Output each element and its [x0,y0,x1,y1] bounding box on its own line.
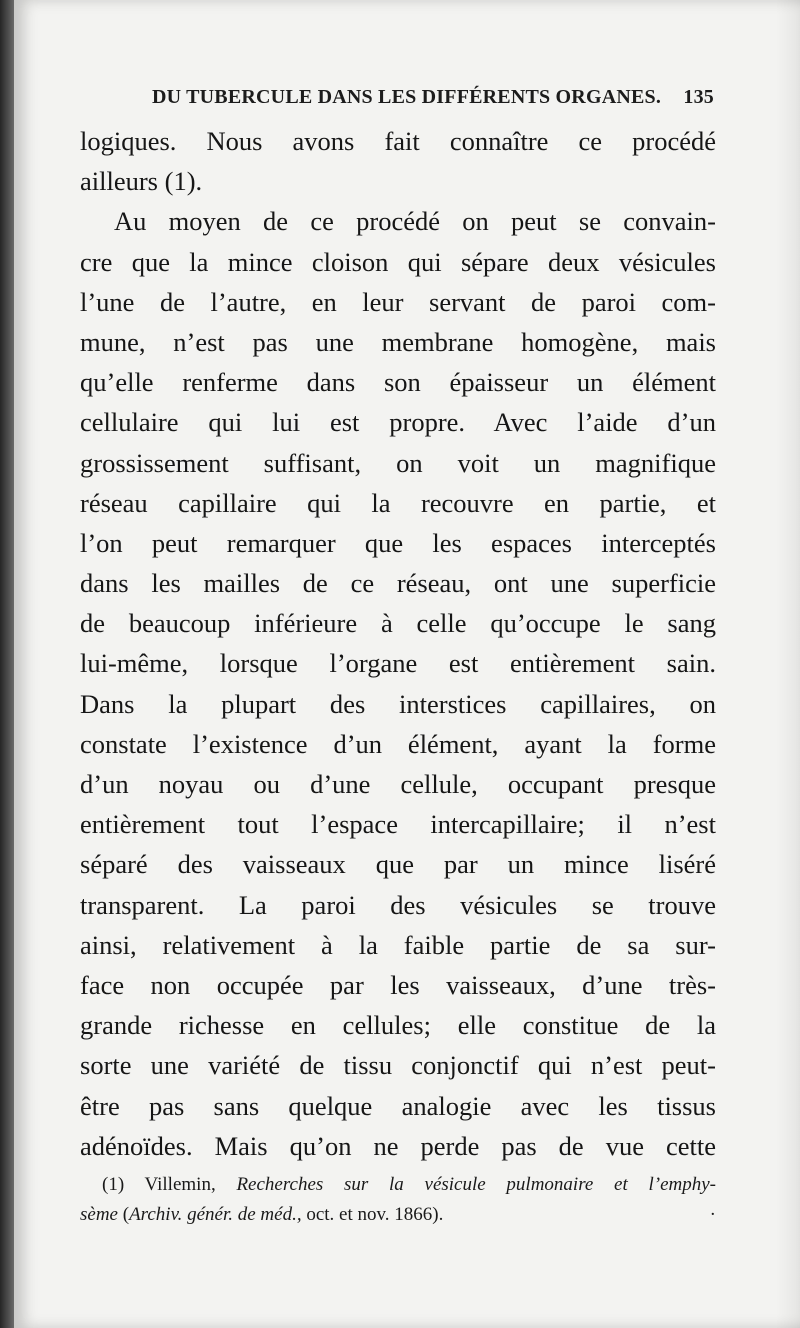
body-text [80,121,716,1166]
text-line: l’on peut remarquer que les espaces interceptés [80,527,716,558]
text-line: qu’elle renferme dans son épaisseur un élément [80,367,716,398]
text-line: constate l’existence d’un élément, ayant la forme [80,728,716,759]
text-line: cellulaire qui lui est propre. Avec l’aide d’un [80,407,716,438]
text-line: cre que la mince cloison qui sépare deux vésicules [80,246,716,277]
text-line: face non occupée par les vaisseaux, d’une très- [80,969,716,1000]
text-line: transparent. La paroi des vésicules se trouve [80,889,716,920]
text-line: d’un noyau ou d’une cellule, occupant presque [80,769,716,799]
text-line: adénoïdes. Mais qu’on ne perde pas de vue cette [80,1130,716,1161]
text-line: entièrement tout l’espace intercapillaire; il n’est [80,809,716,840]
scan-left-edge [0,0,14,1328]
page-shading [776,0,800,1328]
text-line: logiques. Nous avons fait connaître ce procédé [80,126,716,156]
running-head: DU TUBERCULE DANS LES DIFFÉRENTS ORGANES. [152,86,662,108]
text-line: dans les mailles de ce réseau, ont une superficie [80,568,716,599]
text-line: de beaucoup inférieure à celle qu’occupe le sang [80,608,716,639]
footnote-date: oct. et nov. 1866). [306,1204,444,1225]
footnote-title-continued: sème [80,1204,118,1225]
text-line: ainsi, relativement à la faible partie de sa sur- [80,929,716,960]
footnote-marker: (1) [102,1174,125,1195]
text-line: séparé des vaisseaux que par un mince liséré [80,849,716,880]
text-line: ailleurs (1). [80,166,203,197]
footnote-paren: ( [122,1204,130,1225]
footnote-trailing-mark: · [709,1204,716,1225]
text-line: réseau capillaire qui la recouvre en partie, et [80,487,716,518]
footnote-line-1 [80,1170,716,1200]
footnote-line-2 [80,1200,716,1230]
text-line: Dans la plupart des interstices capillaires, on [80,688,716,719]
text-line: Au moyen de ce procédé on peut se convain- [114,206,716,237]
text-line: grande richesse en cellules; elle constitue de la [80,1010,716,1041]
text-line: mune, n’est pas une membrane homogène, mais [80,326,716,357]
page-number: 135 [683,86,714,108]
footnote [80,1170,716,1230]
text-line: être pas sans quelque analogie avec les tissus [80,1090,716,1121]
text-line: grossissement suffisant, on voit un magnifique [80,447,716,478]
text-line: lui-même, lorsque l’organe est entièrement sain. [80,648,716,679]
text-line: sorte une variété de tissu conjonctif qui n’est peut- [80,1050,716,1081]
footnote-title: Recherches sur la vésicule pulmonaire et l’emphy- [236,1174,716,1195]
footnote-author: Villemin, [144,1174,216,1195]
text-line: l’une de l’autre, en leur servant de paroi com- [80,286,716,317]
page-header [152,78,714,118]
footnote-journal: Archiv. génér. de méd., [129,1204,302,1225]
